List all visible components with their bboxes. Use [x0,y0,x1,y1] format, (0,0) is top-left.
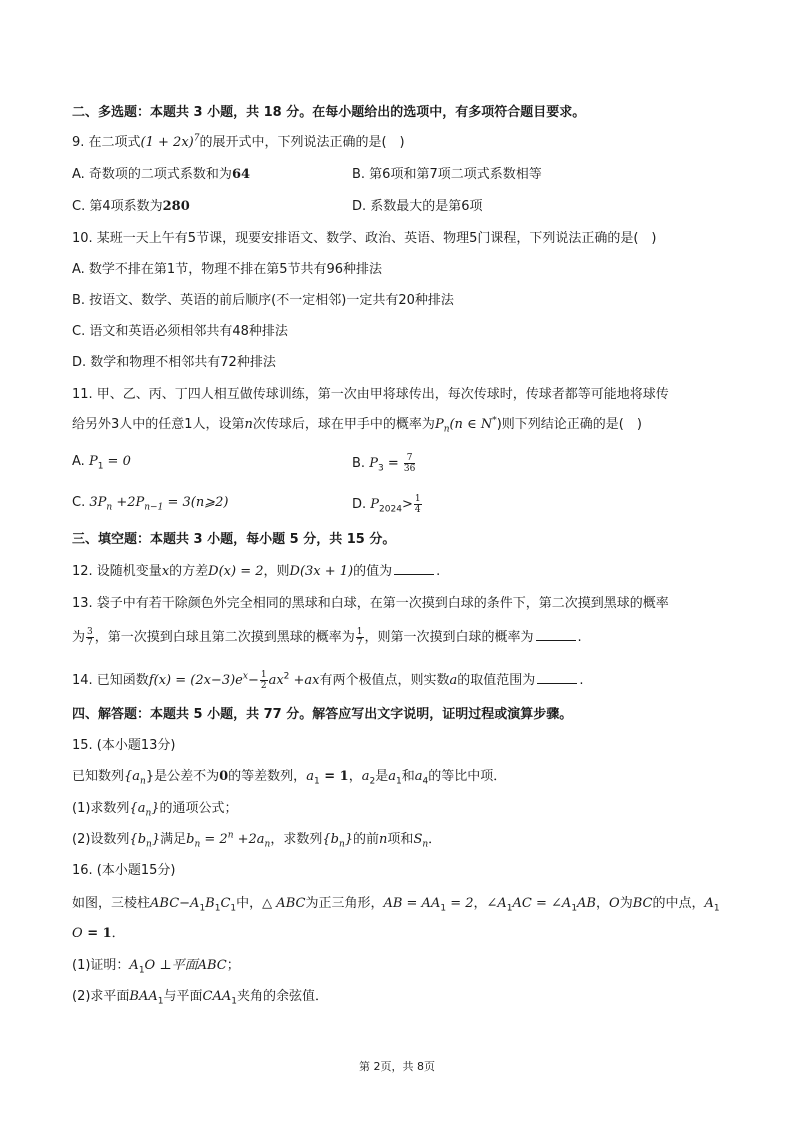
question-9-stem: 9. 在二项式$(1 + 2x)^7$的展开式中，下列说法正确的是( ) [72,133,405,150]
section-fill-blank-heading: 三、填空题：本题共 3 小题，每小题 5 分，共 15 分。 [72,532,396,547]
question-16-part-2: (2)求平面$BAA_1$与平面$CAA_1$夹角的余弦值． [72,989,328,1007]
question-16-stem-line2: O = 1． [72,926,125,941]
question-10-option-a: A. 数学不排在第1节，物理不排在第5节共有96种排法 [72,262,383,277]
question-11-option-c: C. $3P_n +2P_{n-1}$ = 3(n⩾2) [72,495,229,513]
question-15-title: 15. (本小题13分) [72,738,176,753]
question-10-option-d: D. 数学和物理不相邻共有72种排法 [72,355,276,370]
question-14: 14. 已知函数$f(x) = (2x-3)e^x-$ $\frac{1}{2}$ $ax^2 +ax$有两个极值点，则实数a的取值范围为 . [72,670,584,691]
question-10-option-c: C. 语文和英语必须相邻共有48种排法 [72,324,288,339]
question-11-option-b: B. $P_3$ = $\frac{7}{36}$ [352,453,416,474]
question-10-option-b: B. 按语文、数学、英语的前后顺序(不一定相邻)一定共有20种排法 [72,293,454,308]
question-11-stem-line1: 11. 甲、乙、丙、丁四人相互做传球训练，第一次由甲将球传出，每次传球时，传球者都等可能地将球传 [72,387,669,402]
fraction: $\frac{1}{7}$ [356,627,363,648]
answer-blank [394,562,434,575]
question-16-part-1: (1)证明：$A_1O$ ⊥平面ABC； [72,958,240,976]
question-9-option-a: A. 奇数项的二项式系数和为64 [72,167,251,182]
fraction: $\frac{7}{36}$ [403,453,416,474]
question-9-option-b: B. 第6项和第7项二项式系数相等 [352,167,542,182]
question-11-option-d: D. $P_{2024}>$ $\frac{1}{4}$ [352,494,421,515]
question-9-option-d: D. 系数最大的是第6项 [352,199,483,214]
question-15-stem: 已知数列$\{a_n\}$是公差不为0的等差数列，$a_1 = 1$，$a_2$是$a_1$和$a_4$的等比中项． [72,769,507,787]
answer-blank [536,628,576,641]
question-9-option-c: C. 第4项系数为280 [72,199,190,214]
question-15-part-2: (2)设数列$\{b_n\}$满足$b_n = 2^n +2a_n$，求数列$\{b_n\}$的前n项和$S_n$． [72,830,442,850]
question-13-line2: 为 $\frac{3}{7}$ ，第一次摸到白球且第二次摸到黑球的概率为 $\frac{1}{7}$ ，则第一次摸到白球的概率为 . [72,627,582,648]
page-footer: 第 2页，共 8页 [359,1060,435,1073]
fraction: $\frac{3}{7}$ [87,627,93,648]
question-16-stem-line1: 如图，三棱柱$ABC-A_1B_1C_1$中，△ ABC为正三角形，AB = $AA_1 = 2$，$\angle A_1AC$ = $\angle A_1AB$，O为BC的中点，$A_1$ [72,896,720,914]
fraction: $\frac{1}{4}$ [414,494,421,515]
section-multiple-choice-heading: 二、多选题：本题共 3 小题，共 18 分。在每小题给出的选项中，有多项符合题目要求。 [72,105,586,120]
section-solve-heading: 四、解答题：本题共 5 小题，共 77 分。解答应写出文字说明，证明过程或演算步骤。 [72,707,573,722]
question-12: 12. 设随机变量x的方差D(x) = 2，则D(3x + 1)的值为 . [72,564,441,579]
question-10-stem: 10. 某班一天上午有5节课，现要安排语文、数学、政治、英语、物理5门课程，下列说法正确的是( ) [72,231,657,246]
question-11-option-a: A. $P_1 = 0$ [72,454,131,472]
question-16-title: 16. (本小题15分) [72,863,176,878]
question-11-stem-line2: 给另外3人中的任意1人，设第n次传球后，球在甲手中的概率为$P_n(n$ ∈ N*)则下列结论正确的是( ) [72,415,642,435]
question-13-line1: 13. 袋子中有若干除颜色外完全相同的黑球和白球，在第一次摸到白球的条件下，第二次摸到黑球的概率 [72,596,669,611]
answer-blank [537,671,577,684]
question-15-part-1: (1)求数列$\{a_n\}$的通项公式； [72,801,238,819]
fraction: $\frac{1}{2}$ [260,670,267,691]
